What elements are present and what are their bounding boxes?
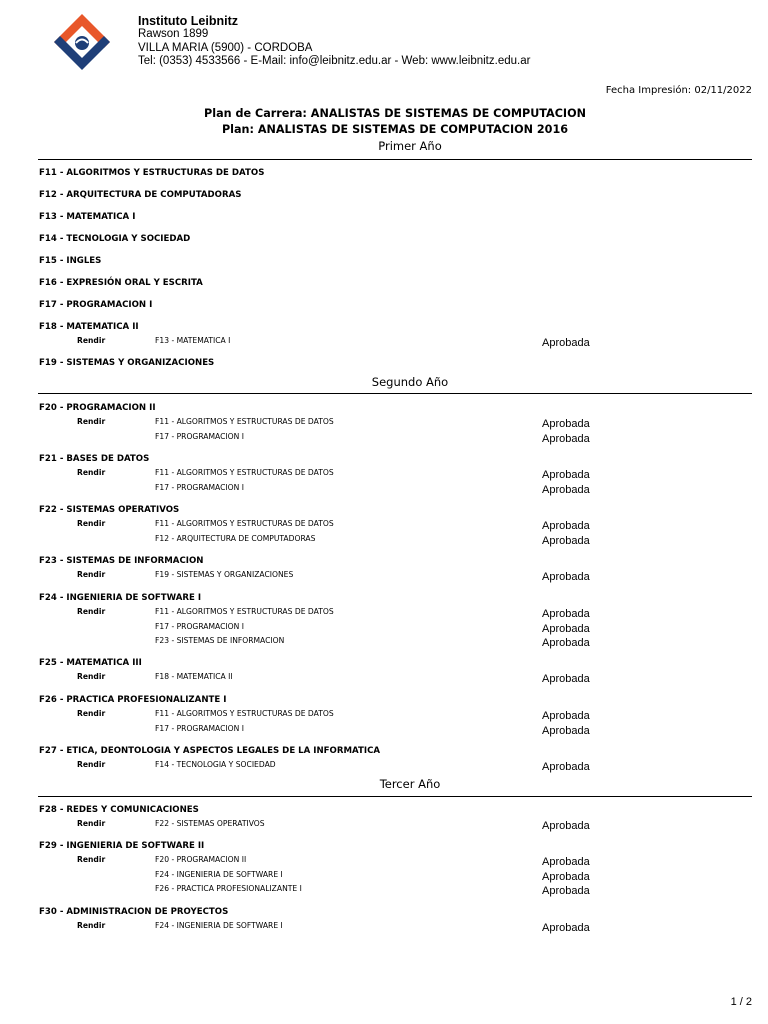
prerequisite-subject: F11 - ALGORITMOS Y ESTRUCTURAS DE DATOS <box>155 468 334 477</box>
subject-title: F29 - INGENIERIA DE SOFTWARE II <box>39 841 205 851</box>
prerequisite-subject: F17 - PROGRAMACION I <box>155 431 244 441</box>
rendir-label: Rendir <box>77 855 106 864</box>
prerequisite-status: Aprobada <box>542 820 590 832</box>
plan-title: Plan: ANALISTAS DE SISTEMAS DE COMPUTACION 2016 <box>221 122 569 136</box>
prerequisite-subject: F12 - ARQUITECTURA DE COMPUTADORAS <box>155 533 316 543</box>
institution-address: Rawson 1899 <box>138 28 209 40</box>
subject-title: F15 - INGLES <box>39 256 102 266</box>
prerequisite-status: Aprobada <box>542 885 590 897</box>
prerequisite-status: Aprobada <box>542 608 590 620</box>
prerequisite-subject: F11 - ALGORITMOS Y ESTRUCTURAS DE DATOS <box>155 607 334 616</box>
institute-logo <box>50 12 114 72</box>
prerequisite-subject: F11 - ALGORITMOS Y ESTRUCTURAS DE DATOS <box>155 709 334 718</box>
rendir-label: Rendir <box>77 921 106 930</box>
prerequisite-status: Aprobada <box>542 673 590 685</box>
section-divider <box>38 393 752 394</box>
document-titles <box>0 106 768 137</box>
year-heading: Segundo Año <box>371 375 449 389</box>
prerequisite-subject: F22 - SISTEMAS OPERATIVOS <box>155 819 265 828</box>
prerequisite-subject: F18 - MATEMATICA II <box>155 672 233 681</box>
rendir-label: Rendir <box>77 570 106 579</box>
section-divider <box>38 796 752 797</box>
subject-title: F17 - PROGRAMACION I <box>39 300 153 310</box>
prerequisite-status: Aprobada <box>542 571 590 583</box>
prerequisite-subject: F24 - INGENIERIA DE SOFTWARE I <box>155 869 283 879</box>
prerequisite-subject: F13 - MATEMATICA I <box>155 336 231 345</box>
prerequisite-subject: F11 - ALGORITMOS Y ESTRUCTURAS DE DATOS <box>155 519 334 528</box>
rendir-label: Rendir <box>77 672 106 681</box>
prerequisite-subject: F14 - TECNOLOGIA Y SOCIEDAD <box>155 760 276 769</box>
career-title: Plan de Carrera: ANALISTAS DE SISTEMAS DE COMPUTACION <box>204 107 586 120</box>
subject-title: F24 - INGENIERIA DE SOFTWARE I <box>39 593 202 603</box>
subject-title: F22 - SISTEMAS OPERATIVOS <box>39 505 180 515</box>
subject-title: F25 - MATEMATICA III <box>39 658 142 668</box>
subject-title: F13 - MATEMATICA I <box>39 212 136 222</box>
institution-city: VILLA MARIA (5900) - CORDOBA <box>138 41 313 54</box>
rendir-label: Rendir <box>77 709 106 718</box>
subject-title: F14 - TECNOLOGIA Y SOCIEDAD <box>39 234 191 244</box>
subject-title: F28 - REDES Y COMUNICACIONES <box>39 805 199 815</box>
prerequisite-subject: F23 - SISTEMAS DE INFORMACION <box>155 636 285 645</box>
prerequisite-status: Aprobada <box>542 483 590 496</box>
prerequisite-subject: F17 - PROGRAMACION I <box>155 723 244 733</box>
rendir-label: Rendir <box>77 336 106 345</box>
prerequisite-status: Aprobada <box>542 922 590 934</box>
year-heading: Tercer Año <box>379 777 441 791</box>
subject-title: F27 - ETICA, DEONTOLOGIA Y ASPECTOS LEGALES DE LA INFORMATICA <box>39 746 381 756</box>
prerequisite-subject: F17 - PROGRAMACION I <box>155 482 244 492</box>
prerequisite-subject: F20 - PROGRAMACION II <box>155 855 247 864</box>
prerequisite-subject: F26 - PRACTICA PROFESIONALIZANTE I <box>155 884 302 893</box>
year-heading: Primer Año <box>378 139 442 153</box>
prerequisite-status: Aprobada <box>542 710 590 722</box>
prerequisite-status: Aprobada <box>542 469 590 481</box>
subject-title: F18 - MATEMATICA II <box>39 322 139 332</box>
prerequisite-status: Aprobada <box>542 761 590 773</box>
prerequisite-status: Aprobada <box>542 520 590 532</box>
prerequisite-status: Aprobada <box>542 432 590 445</box>
prerequisite-status: Aprobada <box>542 637 590 649</box>
rendir-label: Rendir <box>77 519 106 528</box>
prerequisite-subject: F24 - INGENIERIA DE SOFTWARE I <box>155 921 283 930</box>
subject-title: F20 - PROGRAMACION II <box>39 403 156 413</box>
subject-title: F21 - BASES DE DATOS <box>39 454 150 464</box>
subject-title: F30 - ADMINISTRACION DE PROYECTOS <box>39 907 229 917</box>
prerequisite-status: Aprobada <box>542 724 590 737</box>
prerequisite-status: Aprobada <box>542 534 590 547</box>
page-number: 1 / 2 <box>730 996 752 1008</box>
institution-contact: Tel: (0353) 4533566 - E-Mail: info@leibnitz.edu.ar - Web: www.leibnitz.edu.ar <box>138 55 531 67</box>
subject-title: F11 - ALGORITMOS Y ESTRUCTURAS DE DATOS <box>39 168 265 178</box>
rendir-label: Rendir <box>77 417 106 426</box>
prerequisite-status: Aprobada <box>542 418 590 430</box>
prerequisite-subject: F11 - ALGORITMOS Y ESTRUCTURAS DE DATOS <box>155 417 334 426</box>
rendir-label: Rendir <box>77 607 106 616</box>
rendir-label: Rendir <box>77 468 106 477</box>
prerequisite-subject: F17 - PROGRAMACION I <box>155 621 244 631</box>
rendir-label: Rendir <box>77 760 106 769</box>
section-divider <box>38 159 752 160</box>
subject-title: F12 - ARQUITECTURA DE COMPUTADORAS <box>39 190 242 200</box>
prerequisite-status: Aprobada <box>542 856 590 868</box>
prerequisite-status: Aprobada <box>542 622 590 635</box>
subject-title: F19 - SISTEMAS Y ORGANIZACIONES <box>39 358 215 368</box>
subject-title: F16 - EXPRESIÓN ORAL Y ESCRITA <box>39 278 203 288</box>
institution-info <box>138 14 530 69</box>
subject-title: F26 - PRACTICA PROFESIONALIZANTE I <box>39 695 227 705</box>
subject-title: F23 - SISTEMAS DE INFORMACION <box>39 556 204 566</box>
print-date: Fecha Impresión: 02/11/2022 <box>605 85 752 96</box>
prerequisite-subject: F19 - SISTEMAS Y ORGANIZACIONES <box>155 570 294 579</box>
rendir-label: Rendir <box>77 819 106 828</box>
prerequisite-status: Aprobada <box>542 337 590 349</box>
prerequisite-status: Aprobada <box>542 870 590 883</box>
institution-name: Instituto Leibnitz <box>138 14 238 28</box>
